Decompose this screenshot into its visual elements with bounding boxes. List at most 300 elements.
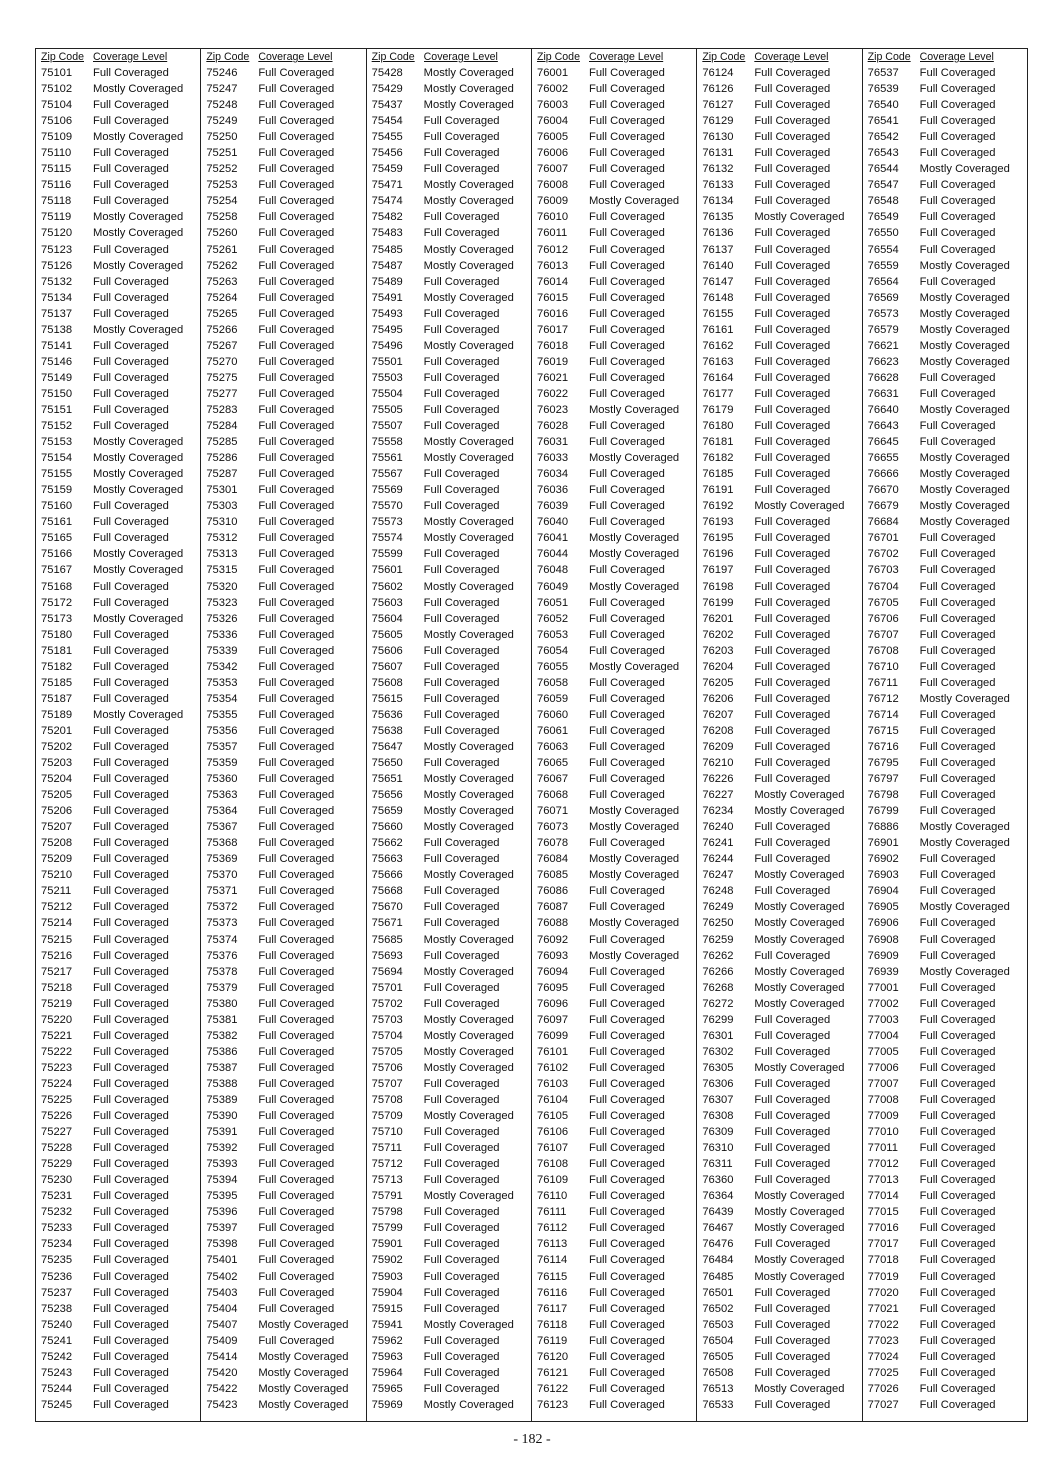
table-row xyxy=(367,258,531,274)
zip-code-cell: 75126 xyxy=(41,259,73,272)
coverage-level-cell: Full Coveraged xyxy=(588,1142,665,1155)
zip-code-cell: 75242 xyxy=(41,1350,73,1363)
zip-code-cell: 76148 xyxy=(702,291,734,304)
table-row xyxy=(201,819,365,835)
coverage-level-cell: Full Coveraged xyxy=(754,708,831,721)
coverage-level-cell: Full Coveraged xyxy=(423,1254,500,1267)
zip-code-cell: 76203 xyxy=(702,644,734,657)
zip-code-cell: 75685 xyxy=(371,933,403,946)
table-row xyxy=(532,1301,696,1317)
table-row xyxy=(201,242,365,258)
zip-code-cell: 76714 xyxy=(867,708,899,721)
table-row xyxy=(532,290,696,306)
coverage-level-cell: Full Coveraged xyxy=(423,387,500,400)
zip-code-cell: 75394 xyxy=(206,1174,238,1187)
table-row xyxy=(863,996,1027,1012)
table-row xyxy=(36,1028,200,1044)
table-row xyxy=(863,466,1027,482)
table-row xyxy=(36,1301,200,1317)
table-row xyxy=(532,1108,696,1124)
zip-code-cell: 76268 xyxy=(702,981,734,994)
table-row xyxy=(36,883,200,899)
coverage-level-cell: Full Coveraged xyxy=(423,901,500,914)
table-row xyxy=(532,659,696,675)
table-row xyxy=(697,306,861,322)
table-row xyxy=(367,546,531,562)
coverage-level-cell: Full Coveraged xyxy=(919,1398,996,1411)
coverage-level-cell: Full Coveraged xyxy=(919,1190,996,1203)
zip-code-cell: 75219 xyxy=(41,997,73,1010)
coverage-level-header: Coverage Level xyxy=(258,51,333,63)
coverage-level-cell: Mostly Coveraged xyxy=(919,965,1010,978)
table-row xyxy=(532,306,696,322)
table-row xyxy=(367,595,531,611)
table-row xyxy=(532,627,696,643)
coverage-level-cell: Full Coveraged xyxy=(258,965,335,978)
zip-code-cell: 76250 xyxy=(702,917,734,930)
coverage-level-cell: Full Coveraged xyxy=(588,1366,665,1379)
coverage-level-cell: Full Coveraged xyxy=(919,1382,996,1395)
table-row xyxy=(863,964,1027,980)
zip-code-cell: 76180 xyxy=(702,420,734,433)
zip-code-cell: 75485 xyxy=(371,243,403,256)
coverage-level-cell: Full Coveraged xyxy=(93,147,169,160)
table-row xyxy=(367,1236,531,1252)
table-row xyxy=(201,835,365,851)
zip-code-cell: 76208 xyxy=(702,724,734,737)
coverage-level-cell: Full Coveraged xyxy=(423,1174,500,1187)
coverage-level-cell: Full Coveraged xyxy=(754,1334,831,1347)
zip-code-cell: 75389 xyxy=(206,1094,238,1106)
zip-code-cell: 75605 xyxy=(371,628,403,641)
table-row xyxy=(863,65,1027,81)
coverage-level-cell: Full Coveraged xyxy=(919,580,996,593)
coverage-level-cell: Full Coveraged xyxy=(258,740,335,753)
zip-code-cell: 75693 xyxy=(371,949,403,962)
zip-code-cell: 76670 xyxy=(867,484,899,497)
zip-code-cell: 77025 xyxy=(867,1366,899,1379)
zip-code-cell: 77023 xyxy=(867,1334,899,1347)
table-row xyxy=(36,643,200,659)
table-row xyxy=(201,306,365,322)
coverage-level-cell: Full Coveraged xyxy=(258,484,335,497)
zip-code-cell: 75208 xyxy=(41,837,73,850)
table-row xyxy=(36,1108,200,1124)
coverage-level-cell: Mostly Coveraged xyxy=(919,403,1010,416)
coverage-level-cell: Full Coveraged xyxy=(754,1094,831,1106)
zip-code-cell: 76547 xyxy=(867,179,899,192)
coverage-level-cell: Full Coveraged xyxy=(919,757,996,770)
coverage-level-cell: Mostly Coveraged xyxy=(754,1061,845,1074)
coverage-level-cell: Full Coveraged xyxy=(258,805,335,818)
coverage-level-cell: Mostly Coveraged xyxy=(588,917,680,930)
coverage-level-cell: Full Coveraged xyxy=(919,564,996,577)
zip-code-cell: 76051 xyxy=(536,596,569,609)
zip-code-cell: 77007 xyxy=(867,1077,899,1090)
zip-code-cell: 76065 xyxy=(536,757,569,770)
table-row xyxy=(863,1397,1027,1413)
coverage-level-cell: Mostly Coveraged xyxy=(423,965,514,978)
coverage-level-cell: Full Coveraged xyxy=(93,99,169,112)
coverage-level-cell: Full Coveraged xyxy=(258,99,335,112)
coverage-level-cell: Full Coveraged xyxy=(754,1045,831,1058)
zip-code-cell: 75364 xyxy=(206,805,238,818)
table-row xyxy=(532,65,696,81)
coverage-level-cell: Full Coveraged xyxy=(754,1238,831,1251)
table-row xyxy=(201,627,365,643)
zip-code-cell: 76307 xyxy=(702,1094,734,1106)
zip-code-cell: 75437 xyxy=(371,99,403,112)
coverage-level-cell: Full Coveraged xyxy=(588,692,665,705)
coverage-level-cell: Full Coveraged xyxy=(919,115,996,128)
zip-code-cell: 75211 xyxy=(41,885,72,898)
coverage-level-cell: Full Coveraged xyxy=(93,179,169,192)
zip-code-cell: 75260 xyxy=(206,227,238,240)
zip-code-cell: 75360 xyxy=(206,773,238,786)
coverage-level-cell: Full Coveraged xyxy=(423,692,500,705)
coverage-level-cell: Full Coveraged xyxy=(588,275,665,288)
coverage-level-cell: Full Coveraged xyxy=(588,1270,665,1283)
zip-code-cell: 76240 xyxy=(702,821,734,834)
table-row xyxy=(201,161,365,177)
table-row xyxy=(36,691,200,707)
table-row xyxy=(367,97,531,113)
coverage-level-cell: Full Coveraged xyxy=(754,99,831,112)
zip-code-cell: 76013 xyxy=(536,259,569,272)
table-row xyxy=(367,434,531,450)
coverage-level-cell: Full Coveraged xyxy=(754,243,831,256)
zip-code-cell: 75393 xyxy=(206,1158,238,1171)
table-row xyxy=(863,177,1027,193)
table-row xyxy=(201,177,365,193)
table-row xyxy=(36,1044,200,1060)
coverage-level-cell: Full Coveraged xyxy=(258,323,335,336)
coverage-level-cell: Full Coveraged xyxy=(258,596,335,609)
table-row xyxy=(697,1060,861,1076)
coverage-level-cell: Full Coveraged xyxy=(258,1286,335,1299)
zip-code-cell: 75423 xyxy=(206,1398,238,1411)
table-row xyxy=(532,1204,696,1220)
zip-code-cell: 76017 xyxy=(536,323,569,336)
zip-code-cell: 75799 xyxy=(371,1222,403,1235)
coverage-level-cell: Full Coveraged xyxy=(919,371,996,384)
coverage-level-cell: Mostly Coveraged xyxy=(423,1045,514,1058)
table-row xyxy=(36,611,200,627)
zip-code-cell: 75180 xyxy=(41,628,73,641)
table-row xyxy=(36,1333,200,1349)
zip-code-cell: 76140 xyxy=(702,259,734,272)
table-row xyxy=(201,65,365,81)
zip-code-cell: 76501 xyxy=(702,1286,734,1299)
zip-code-cell: 75965 xyxy=(371,1382,403,1395)
zip-code-header: Zip Code xyxy=(867,51,911,63)
zip-code-cell: 76088 xyxy=(536,917,569,930)
table-row xyxy=(36,755,200,771)
zip-code-cell: 76126 xyxy=(702,83,734,96)
coverage-level-cell: Full Coveraged xyxy=(919,227,996,240)
table-row xyxy=(36,1397,200,1413)
table-row xyxy=(36,1317,200,1333)
coverage-level-cell: Full Coveraged xyxy=(93,917,169,930)
zip-code-cell: 76655 xyxy=(867,452,899,465)
table-row xyxy=(532,964,696,980)
table-row xyxy=(532,530,696,546)
coverage-level-cell: Full Coveraged xyxy=(258,387,335,400)
coverage-level-cell: Full Coveraged xyxy=(93,115,169,128)
table-row xyxy=(697,1365,861,1381)
zip-code-cell: 76197 xyxy=(702,564,734,577)
table-row xyxy=(36,1156,200,1172)
zip-code-cell: 75235 xyxy=(41,1254,73,1267)
table-row xyxy=(697,803,861,819)
coverage-level-cell: Full Coveraged xyxy=(423,420,500,433)
table-row xyxy=(367,1220,531,1236)
table-row xyxy=(36,338,200,354)
table-row xyxy=(36,65,200,81)
table-row xyxy=(201,643,365,659)
zip-code-cell: 75403 xyxy=(206,1286,238,1299)
table-row xyxy=(201,1076,365,1092)
zip-code-cell: 76044 xyxy=(536,548,569,561)
zip-code-cell: 76003 xyxy=(536,99,569,112)
coverage-level-cell: Full Coveraged xyxy=(754,452,831,465)
coverage-level-cell: Full Coveraged xyxy=(919,1045,996,1058)
coverage-level-cell: Full Coveraged xyxy=(754,371,831,384)
table-row xyxy=(532,546,696,562)
zip-code-cell: 75185 xyxy=(41,676,73,689)
table-row xyxy=(863,1140,1027,1156)
coverage-level-cell: Full Coveraged xyxy=(258,516,335,529)
coverage-level-cell: Mostly Coveraged xyxy=(754,1254,845,1267)
coverage-level-cell: Full Coveraged xyxy=(919,420,996,433)
table-row xyxy=(532,723,696,739)
coverage-level-cell: Full Coveraged xyxy=(258,917,335,930)
table-row xyxy=(532,1333,696,1349)
zip-code-cell: 76041 xyxy=(536,532,569,545)
coverage-level-cell: Mostly Coveraged xyxy=(423,1029,514,1042)
table-row xyxy=(36,81,200,97)
table-row xyxy=(367,883,531,899)
table-row xyxy=(367,1092,531,1108)
table-row xyxy=(863,1076,1027,1092)
coverage-level-cell: Full Coveraged xyxy=(93,355,169,368)
coverage-level-cell: Mostly Coveraged xyxy=(423,869,514,882)
table-panel xyxy=(862,49,1027,1421)
zip-code-cell: 76097 xyxy=(536,1013,569,1026)
coverage-level-cell: Full Coveraged xyxy=(93,596,169,609)
zip-code-cell: 75342 xyxy=(206,660,238,673)
zip-code-cell: 76202 xyxy=(702,628,734,641)
zip-code-cell: 75201 xyxy=(41,724,73,737)
table-header-row xyxy=(532,50,696,65)
table-row xyxy=(863,450,1027,466)
zip-code-cell: 76259 xyxy=(702,933,734,946)
zip-code-cell: 76114 xyxy=(536,1254,568,1267)
table-row xyxy=(36,1092,200,1108)
coverage-level-cell: Full Coveraged xyxy=(754,548,831,561)
table-row xyxy=(367,386,531,402)
zip-code-cell: 75501 xyxy=(371,355,403,368)
coverage-level-cell: Mostly Coveraged xyxy=(423,789,514,802)
zip-code-cell: 75602 xyxy=(371,580,403,593)
table-row xyxy=(36,306,200,322)
coverage-level-cell: Mostly Coveraged xyxy=(423,259,514,272)
coverage-level-cell: Full Coveraged xyxy=(258,885,335,898)
coverage-level-cell: Full Coveraged xyxy=(588,291,665,304)
zip-code-cell: 75221 xyxy=(41,1029,73,1042)
zip-code-cell: 76715 xyxy=(867,724,899,737)
coverage-level-cell: Full Coveraged xyxy=(423,1270,500,1283)
table-row xyxy=(863,899,1027,915)
table-row xyxy=(532,370,696,386)
zip-code-cell: 76467 xyxy=(702,1222,734,1235)
coverage-level-cell: Mostly Coveraged xyxy=(919,837,1010,850)
table-row xyxy=(367,145,531,161)
zip-code-cell: 77008 xyxy=(867,1094,899,1106)
zip-code-cell: 77013 xyxy=(867,1174,899,1187)
zip-code-cell: 75110 xyxy=(41,147,72,160)
table-row xyxy=(367,562,531,578)
coverage-level-cell: Full Coveraged xyxy=(93,1270,169,1283)
coverage-level-cell: Full Coveraged xyxy=(754,420,831,433)
zip-code-cell: 76117 xyxy=(536,1302,568,1315)
zip-code-cell: 75275 xyxy=(206,371,238,384)
table-row xyxy=(367,65,531,81)
zip-code-cell: 76059 xyxy=(536,692,569,705)
zip-code-cell: 76033 xyxy=(536,452,569,465)
zip-code-cell: 75229 xyxy=(41,1158,73,1171)
table-row xyxy=(863,306,1027,322)
coverage-level-cell: Full Coveraged xyxy=(258,452,335,465)
coverage-level-cell: Full Coveraged xyxy=(754,853,831,866)
table-row xyxy=(36,659,200,675)
table-row xyxy=(863,787,1027,803)
coverage-level-cell: Mostly Coveraged xyxy=(919,323,1010,336)
coverage-level-cell: Full Coveraged xyxy=(423,949,500,962)
coverage-level-cell: Full Coveraged xyxy=(423,1222,500,1235)
coverage-level-cell: Mostly Coveraged xyxy=(423,67,514,79)
coverage-level-cell: Full Coveraged xyxy=(258,403,335,416)
coverage-level-cell: Full Coveraged xyxy=(588,628,665,641)
zip-code-cell: 76103 xyxy=(536,1077,569,1090)
coverage-level-cell: Full Coveraged xyxy=(93,1334,169,1347)
table-row xyxy=(201,129,365,145)
zip-code-cell: 76249 xyxy=(702,901,734,914)
zip-code-cell: 76533 xyxy=(702,1398,734,1411)
table-row xyxy=(532,402,696,418)
zip-code-cell: 75285 xyxy=(206,436,238,449)
zip-code-cell: 75248 xyxy=(206,99,238,112)
table-row xyxy=(863,948,1027,964)
zip-code-cell: 76084 xyxy=(536,853,569,866)
table-row xyxy=(36,675,200,691)
coverage-level-cell: Full Coveraged xyxy=(93,997,169,1010)
table-row xyxy=(36,386,200,402)
zip-code-cell: 75167 xyxy=(41,564,73,577)
zip-code-cell: 75104 xyxy=(41,99,73,112)
zip-code-cell: 75247 xyxy=(206,83,238,96)
coverage-level-cell: Full Coveraged xyxy=(588,885,665,898)
coverage-level-cell: Full Coveraged xyxy=(423,468,500,481)
coverage-level-cell: Full Coveraged xyxy=(588,500,665,513)
table-row xyxy=(697,450,861,466)
table-row xyxy=(532,338,696,354)
zip-code-cell: 76110 xyxy=(536,1190,568,1203)
coverage-level-cell: Full Coveraged xyxy=(258,259,335,272)
zip-code-header: Zip Code xyxy=(41,51,84,63)
table-row xyxy=(36,948,200,964)
zip-code-cell: 76181 xyxy=(702,436,734,449)
table-row xyxy=(532,1236,696,1252)
coverage-level-cell: Full Coveraged xyxy=(93,660,169,673)
zip-code-cell: 76135 xyxy=(702,211,734,224)
zip-code-cell: 75915 xyxy=(371,1302,403,1315)
table-row xyxy=(201,851,365,867)
table-row xyxy=(367,1252,531,1268)
zip-code-cell: 76147 xyxy=(702,275,734,288)
coverage-level-cell: Full Coveraged xyxy=(754,163,831,176)
coverage-level-cell: Full Coveraged xyxy=(258,1045,335,1058)
coverage-level-cell: Full Coveraged xyxy=(93,339,169,352)
table-row xyxy=(36,1188,200,1204)
table-row xyxy=(863,1124,1027,1140)
table-row xyxy=(36,1204,200,1220)
coverage-level-cell: Full Coveraged xyxy=(754,259,831,272)
table-row xyxy=(697,643,861,659)
table-row xyxy=(863,546,1027,562)
coverage-level-cell: Full Coveraged xyxy=(919,99,996,112)
table-row xyxy=(697,851,861,867)
coverage-level-cell: Full Coveraged xyxy=(258,147,335,160)
zip-code-cell: 75573 xyxy=(371,516,403,529)
table-header-row xyxy=(863,50,1027,65)
coverage-level-cell: Mostly Coveraged xyxy=(919,484,1010,497)
table-row xyxy=(697,691,861,707)
table-row xyxy=(201,1172,365,1188)
zip-code-cell: 76078 xyxy=(536,837,569,850)
table-row xyxy=(367,996,531,1012)
zip-code-cell: 75668 xyxy=(371,885,403,898)
table-row xyxy=(201,1236,365,1252)
zip-code-cell: 75203 xyxy=(41,757,73,770)
coverage-level-cell: Mostly Coveraged xyxy=(919,163,1010,176)
coverage-level-cell: Full Coveraged xyxy=(258,1061,335,1074)
zip-code-cell: 76122 xyxy=(536,1382,569,1395)
zip-code-cell: 76061 xyxy=(536,724,569,737)
zip-code-cell: 76199 xyxy=(702,596,734,609)
table-row xyxy=(697,755,861,771)
table-row xyxy=(532,691,696,707)
coverage-level-cell: Mostly Coveraged xyxy=(754,1270,845,1283)
zip-code-cell: 75355 xyxy=(206,708,238,721)
coverage-level-cell: Mostly Coveraged xyxy=(93,227,184,240)
zip-code-cell: 76039 xyxy=(536,500,569,513)
zip-code-cell: 75607 xyxy=(371,660,403,673)
zip-code-cell: 76009 xyxy=(536,195,569,208)
table-row xyxy=(36,627,200,643)
table-row xyxy=(863,1252,1027,1268)
table-row xyxy=(367,370,531,386)
coverage-level-cell: Mostly Coveraged xyxy=(754,1382,845,1395)
zip-code-cell: 75313 xyxy=(206,548,238,561)
table-row xyxy=(367,418,531,434)
zip-code-cell: 76701 xyxy=(867,532,899,545)
coverage-level-cell: Full Coveraged xyxy=(754,676,831,689)
coverage-level-cell: Mostly Coveraged xyxy=(588,403,680,416)
zip-code-cell: 75962 xyxy=(371,1334,403,1347)
zip-code-cell: 76132 xyxy=(702,163,734,176)
coverage-level-cell: Full Coveraged xyxy=(93,740,169,753)
